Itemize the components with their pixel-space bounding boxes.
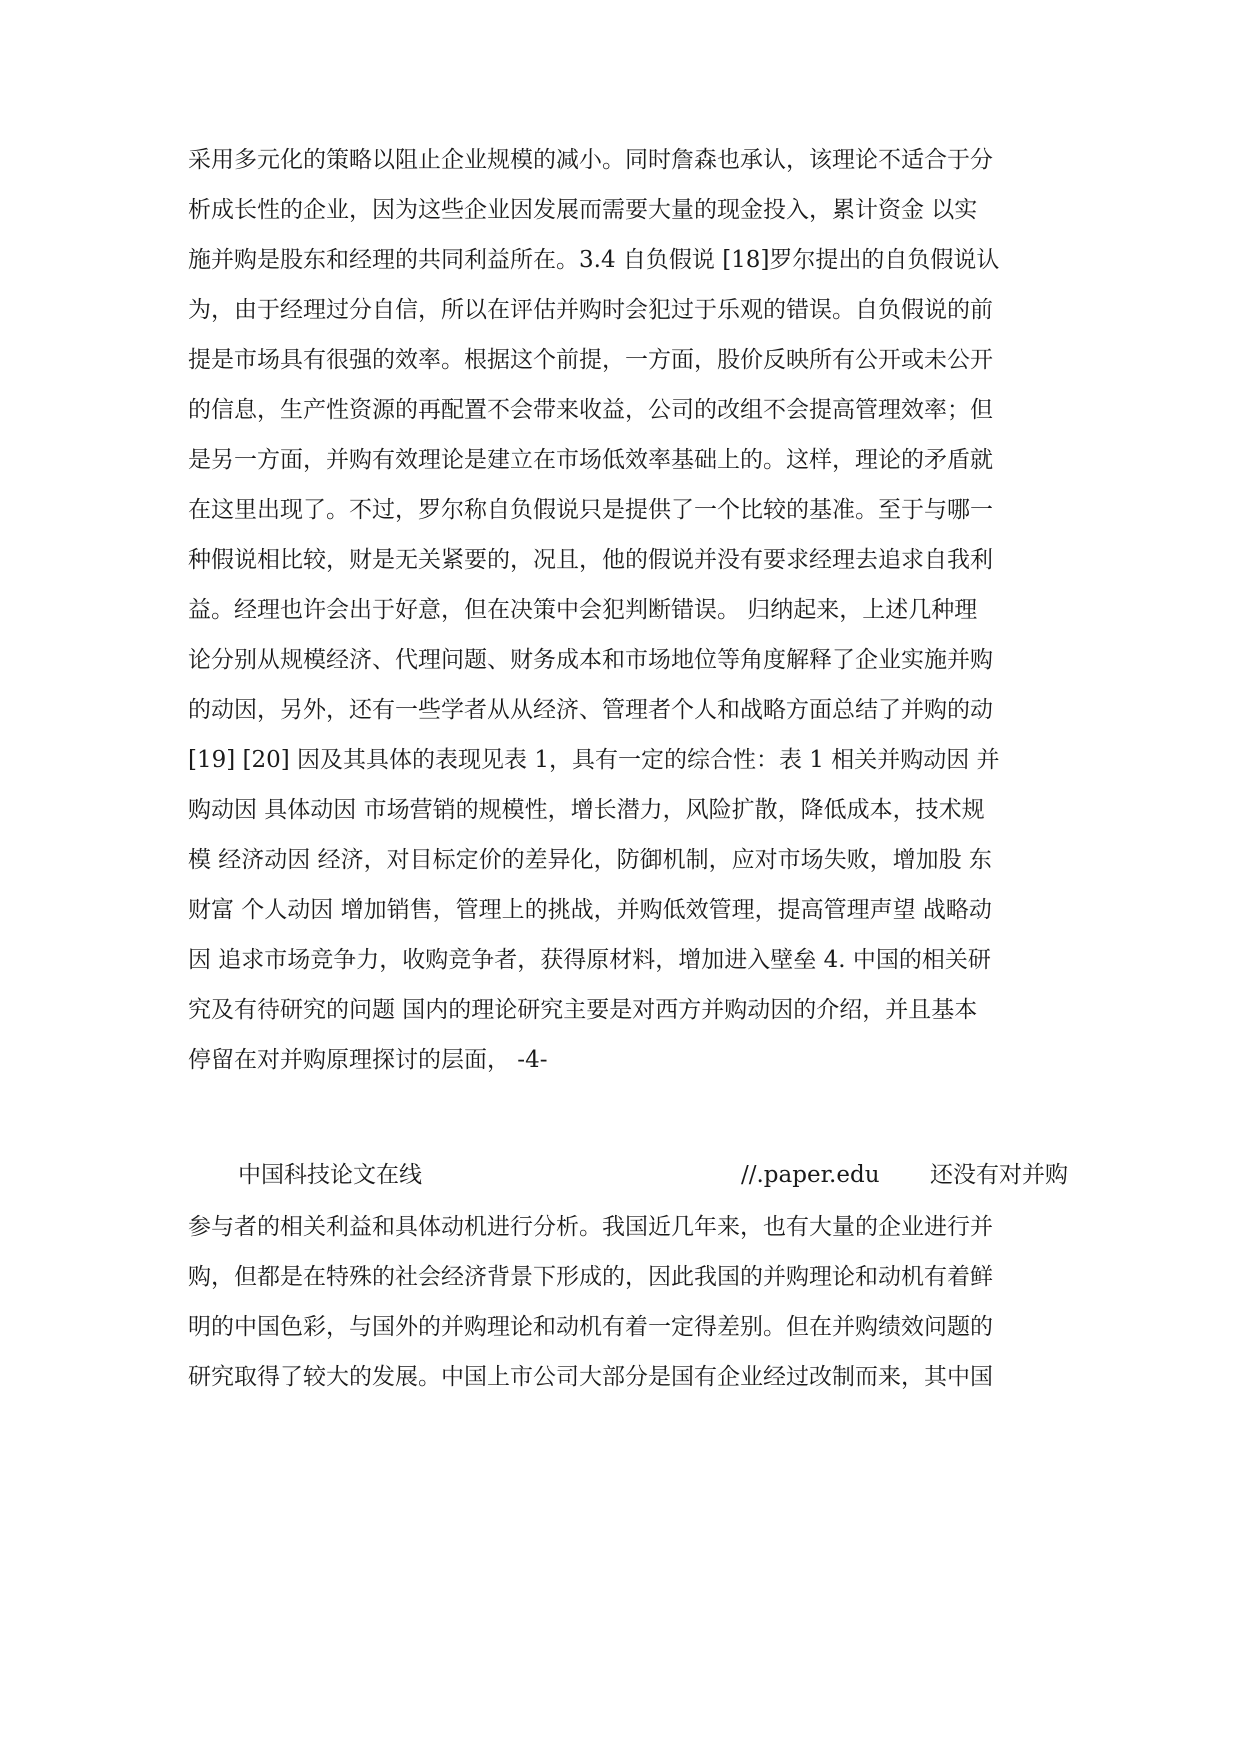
text-line: 购，但都是在特殊的社会经济背景下形成的，因此我国的并购理论和动机有着鲜 (188, 1264, 993, 1290)
text-line-continued: 还没有对并购 (930, 1162, 1068, 1188)
text-line: 种假说相比较，财是无关紧要的，况且，他的假说并没有要求经理去追求自我利 (188, 547, 993, 573)
text-line: 模 经济动因 经济，对目标定价的差异化，防御机制，应对市场失败，增加股 东 (188, 847, 992, 873)
text-line: 购动因 具体动因 市场营销的规模性，增长潜力，风险扩散，降低成本，技术规 (188, 797, 985, 823)
text-line: 为，由于经理过分自信，所以在评估并购时会犯过于乐观的错误。自负假说的前 (188, 297, 993, 323)
text-line: 是另一方面，并购有效理论是建立在市场低效率基础上的。这样，理论的矛盾就 (188, 447, 993, 473)
text-line: 提是市场具有很强的效率。根据这个前提，一方面，股价反映所有公开或未公开 (188, 347, 993, 373)
text-line: 因 追求市场竞争力，收购竞争者，获得原材料，增加进入壁垒 4. 中国的相关研 (188, 947, 991, 973)
text-line: [19] [20] 因及其具体的表现见表 1，具有一定的综合性：表 1 相关并购动因 并 (188, 747, 1000, 773)
text-line: 施并购是股东和经理的共同利益所在。3.4 自负假说 [18]罗尔提出的自负假说认 (188, 247, 1000, 273)
text-line: 财富 个人动因 增加销售，管理上的挑战，并购低效管理，提高管理声望 战略动 (188, 897, 992, 923)
text-line: 参与者的相关利益和具体动机进行分析。我国近几年来，也有大量的企业进行并 (188, 1214, 993, 1240)
text-line: 研究取得了较大的发展。中国上市公司大部分是国有企业经过改制而来，其中国 (188, 1364, 993, 1390)
text-line: 的信息，生产性资源的再配置不会带来收益，公司的改组不会提高管理效率；但 (188, 397, 993, 423)
text-line: 停留在对并购原理探讨的层面， -4- (188, 1047, 548, 1073)
text-line: 究及有待研究的问题 国内的理论研究主要是对西方并购动因的介绍，并且基本 (188, 997, 978, 1023)
text-line: 析成长性的企业，因为这些企业因发展而需要大量的现金投入，累计资金 以实 (188, 197, 978, 223)
text-line: 采用多元化的策略以阻止企业规模的减小。同时詹森也承认，该理论不适合于分 (188, 147, 993, 173)
text-line: 的动因，另外，还有一些学者从从经济、管理者个人和战略方面总结了并购的动 (188, 697, 993, 723)
text-line: 明的中国色彩，与国外的并购理论和动机有着一定得差别。但在并购绩效问题的 (188, 1314, 993, 1340)
site-address: //.paper.edu (741, 1162, 880, 1188)
text-line: 在这里出现了。不过，罗尔称自负假说只是提供了一个比较的基准。至于与哪一 (188, 497, 993, 523)
text-line: 益。经理也许会出于好意，但在决策中会犯判断错误。 归纳起来，上述几种理 (188, 597, 978, 623)
text-line: 论分别从规模经济、代理问题、财务成本和市场地位等角度解释了企业实施并购 (188, 647, 993, 673)
journal-name: 中国科技论文在线 (238, 1162, 422, 1188)
